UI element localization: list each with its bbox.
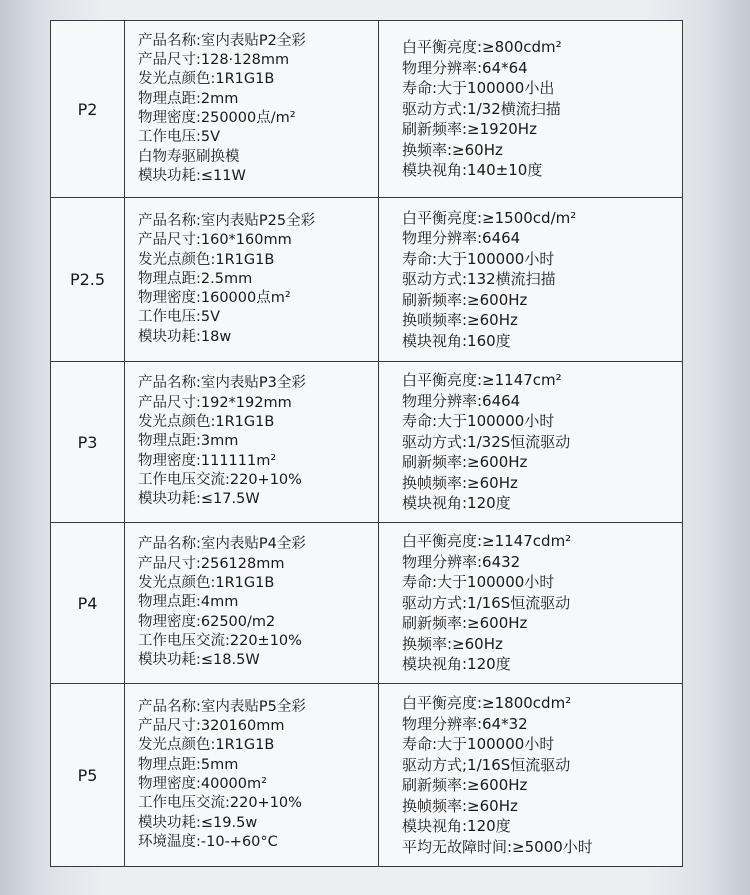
- spec-line: 刷新频率:≥600Hz: [402, 453, 528, 472]
- spec-left-cell: [125, 684, 379, 867]
- spec-line: 物理点距:3mm: [138, 433, 239, 450]
- spec-line: 白平衡亮度:≥800cdm²: [402, 38, 562, 57]
- spec-line: 刷新频率:≥600Hz: [402, 776, 528, 794]
- table-row-p5: [51, 684, 683, 867]
- table-row-p2-5: [51, 198, 683, 362]
- spec-line: 模块视角:120度: [402, 817, 511, 835]
- spec-line: 换帧频率:≥60Hz: [402, 796, 518, 815]
- spec-line: 物理密度:62500/m2: [138, 613, 276, 630]
- spec-line: 驱动方式:132横流扫描: [402, 270, 556, 289]
- spec-line: 产品名称:室内表贴P5全彩: [138, 698, 306, 715]
- spec-line: 白平衡亮度:≥1147cdm²: [402, 532, 572, 551]
- spec-line: 产品名称:室内表贴P4全彩: [138, 536, 306, 553]
- model-name-cell: [51, 362, 125, 523]
- spec-line: 产品尺寸:256128mm: [138, 555, 285, 572]
- spec-right-cell: [379, 21, 683, 198]
- spec-line: 工作电压交流:220+10%: [138, 471, 302, 488]
- spec-line: 驱动方式:1/32S恒流驱动: [402, 432, 571, 451]
- spec-line: 白平衡亮度:≥1800cdm²: [402, 694, 572, 712]
- spec-right-cell: [379, 523, 683, 684]
- spec-left-cell: [125, 523, 379, 684]
- spec-line: 刷新频率:≥1920Hz: [402, 120, 537, 139]
- spec-line: 刷新频率:≥600Hz: [402, 614, 528, 633]
- spec-line: 物理点距:2mm: [138, 90, 239, 107]
- spec-line: 物理密度:160000点m²: [138, 290, 291, 307]
- spec-line: 驱动方式;1/16S恒流驱动: [402, 755, 571, 774]
- spec-line: 物理密度:40000m²: [138, 776, 267, 792]
- spec-line: 模块视角:140±10度: [402, 161, 543, 180]
- spec-right-cell: [379, 198, 683, 362]
- spec-line: 产品尺寸:128·128mm: [138, 52, 290, 69]
- spec-table: [50, 20, 683, 867]
- spec-line: 驱动方式:1/32横流扫描: [402, 99, 561, 118]
- table-row-p3: [51, 362, 683, 523]
- spec-line: 寿命:大于100000小时: [402, 412, 555, 431]
- spec-line: 发光点颜色:1R1G1B: [138, 414, 275, 431]
- spec-line: 换唢频率:≥60Hz: [402, 311, 518, 330]
- spec-line: 换频率:≥60Hz: [402, 140, 503, 159]
- spec-line: 模块功耗:18w: [138, 328, 232, 345]
- spec-right-cell: [379, 362, 683, 523]
- spec-line: 平均无故障时间:≥5000小时: [402, 837, 593, 856]
- spec-line: 物理点距:4mm: [138, 594, 239, 611]
- spec-line: 产品名称:室内表贴P2全彩: [138, 32, 306, 49]
- spec-line: 物理密度:250000点/m²: [138, 110, 296, 126]
- spec-line: 物理点距:5mm: [138, 756, 239, 773]
- spec-line: 寿命:大于100000小时: [402, 735, 555, 753]
- spec-line: 产品名称:室内表贴P3全彩: [138, 375, 306, 392]
- spec-line: 物理分辨率:64*64: [402, 58, 528, 77]
- table-row-p2: [51, 21, 683, 198]
- spec-left-cell: [125, 198, 379, 362]
- spec-line: 换频率:≥60Hz: [402, 634, 503, 653]
- spec-line: 白平衡亮度:≥1500cd/m²: [402, 208, 577, 227]
- model-name-cell: [51, 523, 125, 684]
- spec-left-cell: [125, 362, 379, 523]
- spec-line: 物理密度:111111m²: [138, 452, 277, 469]
- spec-line: 白物寿驱刷换模: [138, 148, 240, 165]
- spec-line: 寿命:大于100000小时: [402, 573, 555, 592]
- spec-line: 工作电压交流:220+10%: [138, 795, 302, 812]
- spec-line: 物理分辨率:6464: [402, 391, 521, 410]
- model-name-cell: [51, 684, 125, 867]
- spec-line: 物理分辨率:6464: [402, 229, 521, 248]
- model-name: P2.5: [69, 270, 106, 289]
- model-name-cell: [51, 21, 125, 198]
- spec-line: 白平衡亮度:≥1147cm²: [402, 371, 562, 390]
- spec-line: 模块视角:160度: [402, 331, 511, 350]
- model-name: P3: [77, 432, 98, 452]
- spec-line: 物理点距:2.5mm: [138, 270, 253, 287]
- table-row-p4: [51, 523, 683, 684]
- spec-line: 工作电压交流:220±10%: [138, 632, 302, 649]
- spec-line: 模块功耗:≤18.5W: [138, 652, 260, 669]
- spec-line: 产品尺寸:160*160mm: [138, 232, 292, 249]
- spec-line: 环境温度:-10-+60°C: [138, 833, 278, 850]
- spec-line: 刷新频率:≥600Hz: [402, 290, 528, 309]
- model-name-cell: [51, 198, 125, 362]
- spec-line: 发光点颜色:1R1G1B: [138, 71, 275, 88]
- spec-left-cell: [125, 21, 379, 198]
- spec-line: 产品尺寸:320160mm: [138, 718, 285, 735]
- spec-line: 发光点颜色:1R1G1B: [138, 251, 275, 268]
- spec-line: 产品尺寸:192*192mm: [138, 394, 292, 411]
- spec-line: 发光点颜色:1R1G1B: [138, 575, 275, 592]
- spec-line: 驱动方式:1/16S恒流驱动: [402, 593, 571, 612]
- spec-line: 模块功耗:≤11W: [138, 167, 246, 184]
- model-name: P4: [77, 593, 98, 613]
- spec-line: 物理分辨率:64*32: [402, 714, 528, 733]
- spec-line: 发光点颜色:1R1G1B: [138, 737, 275, 754]
- spec-line: 模块功耗:≤19.5w: [138, 814, 258, 831]
- spec-line: 工作电压:5V: [138, 129, 221, 146]
- spec-line: 模块视角:120度: [402, 655, 511, 674]
- spec-right-cell: [379, 684, 683, 867]
- spec-line: 模块视角:120度: [402, 494, 511, 513]
- spec-line: 工作电压:5V: [138, 309, 221, 326]
- model-name: P2: [77, 99, 98, 119]
- spec-line: 物理分辨率:6432: [402, 552, 521, 571]
- model-name: P5: [77, 765, 98, 785]
- spec-line: 模块功耗:≤17.5W: [138, 491, 260, 508]
- spec-line: 产品名称:室内表贴P25全彩: [138, 212, 316, 229]
- spec-line: 寿命:大于100000小出: [402, 79, 555, 98]
- spec-line: 寿命:大于100000小时: [402, 249, 555, 268]
- spec-line: 换帧频率:≥60Hz: [402, 473, 518, 492]
